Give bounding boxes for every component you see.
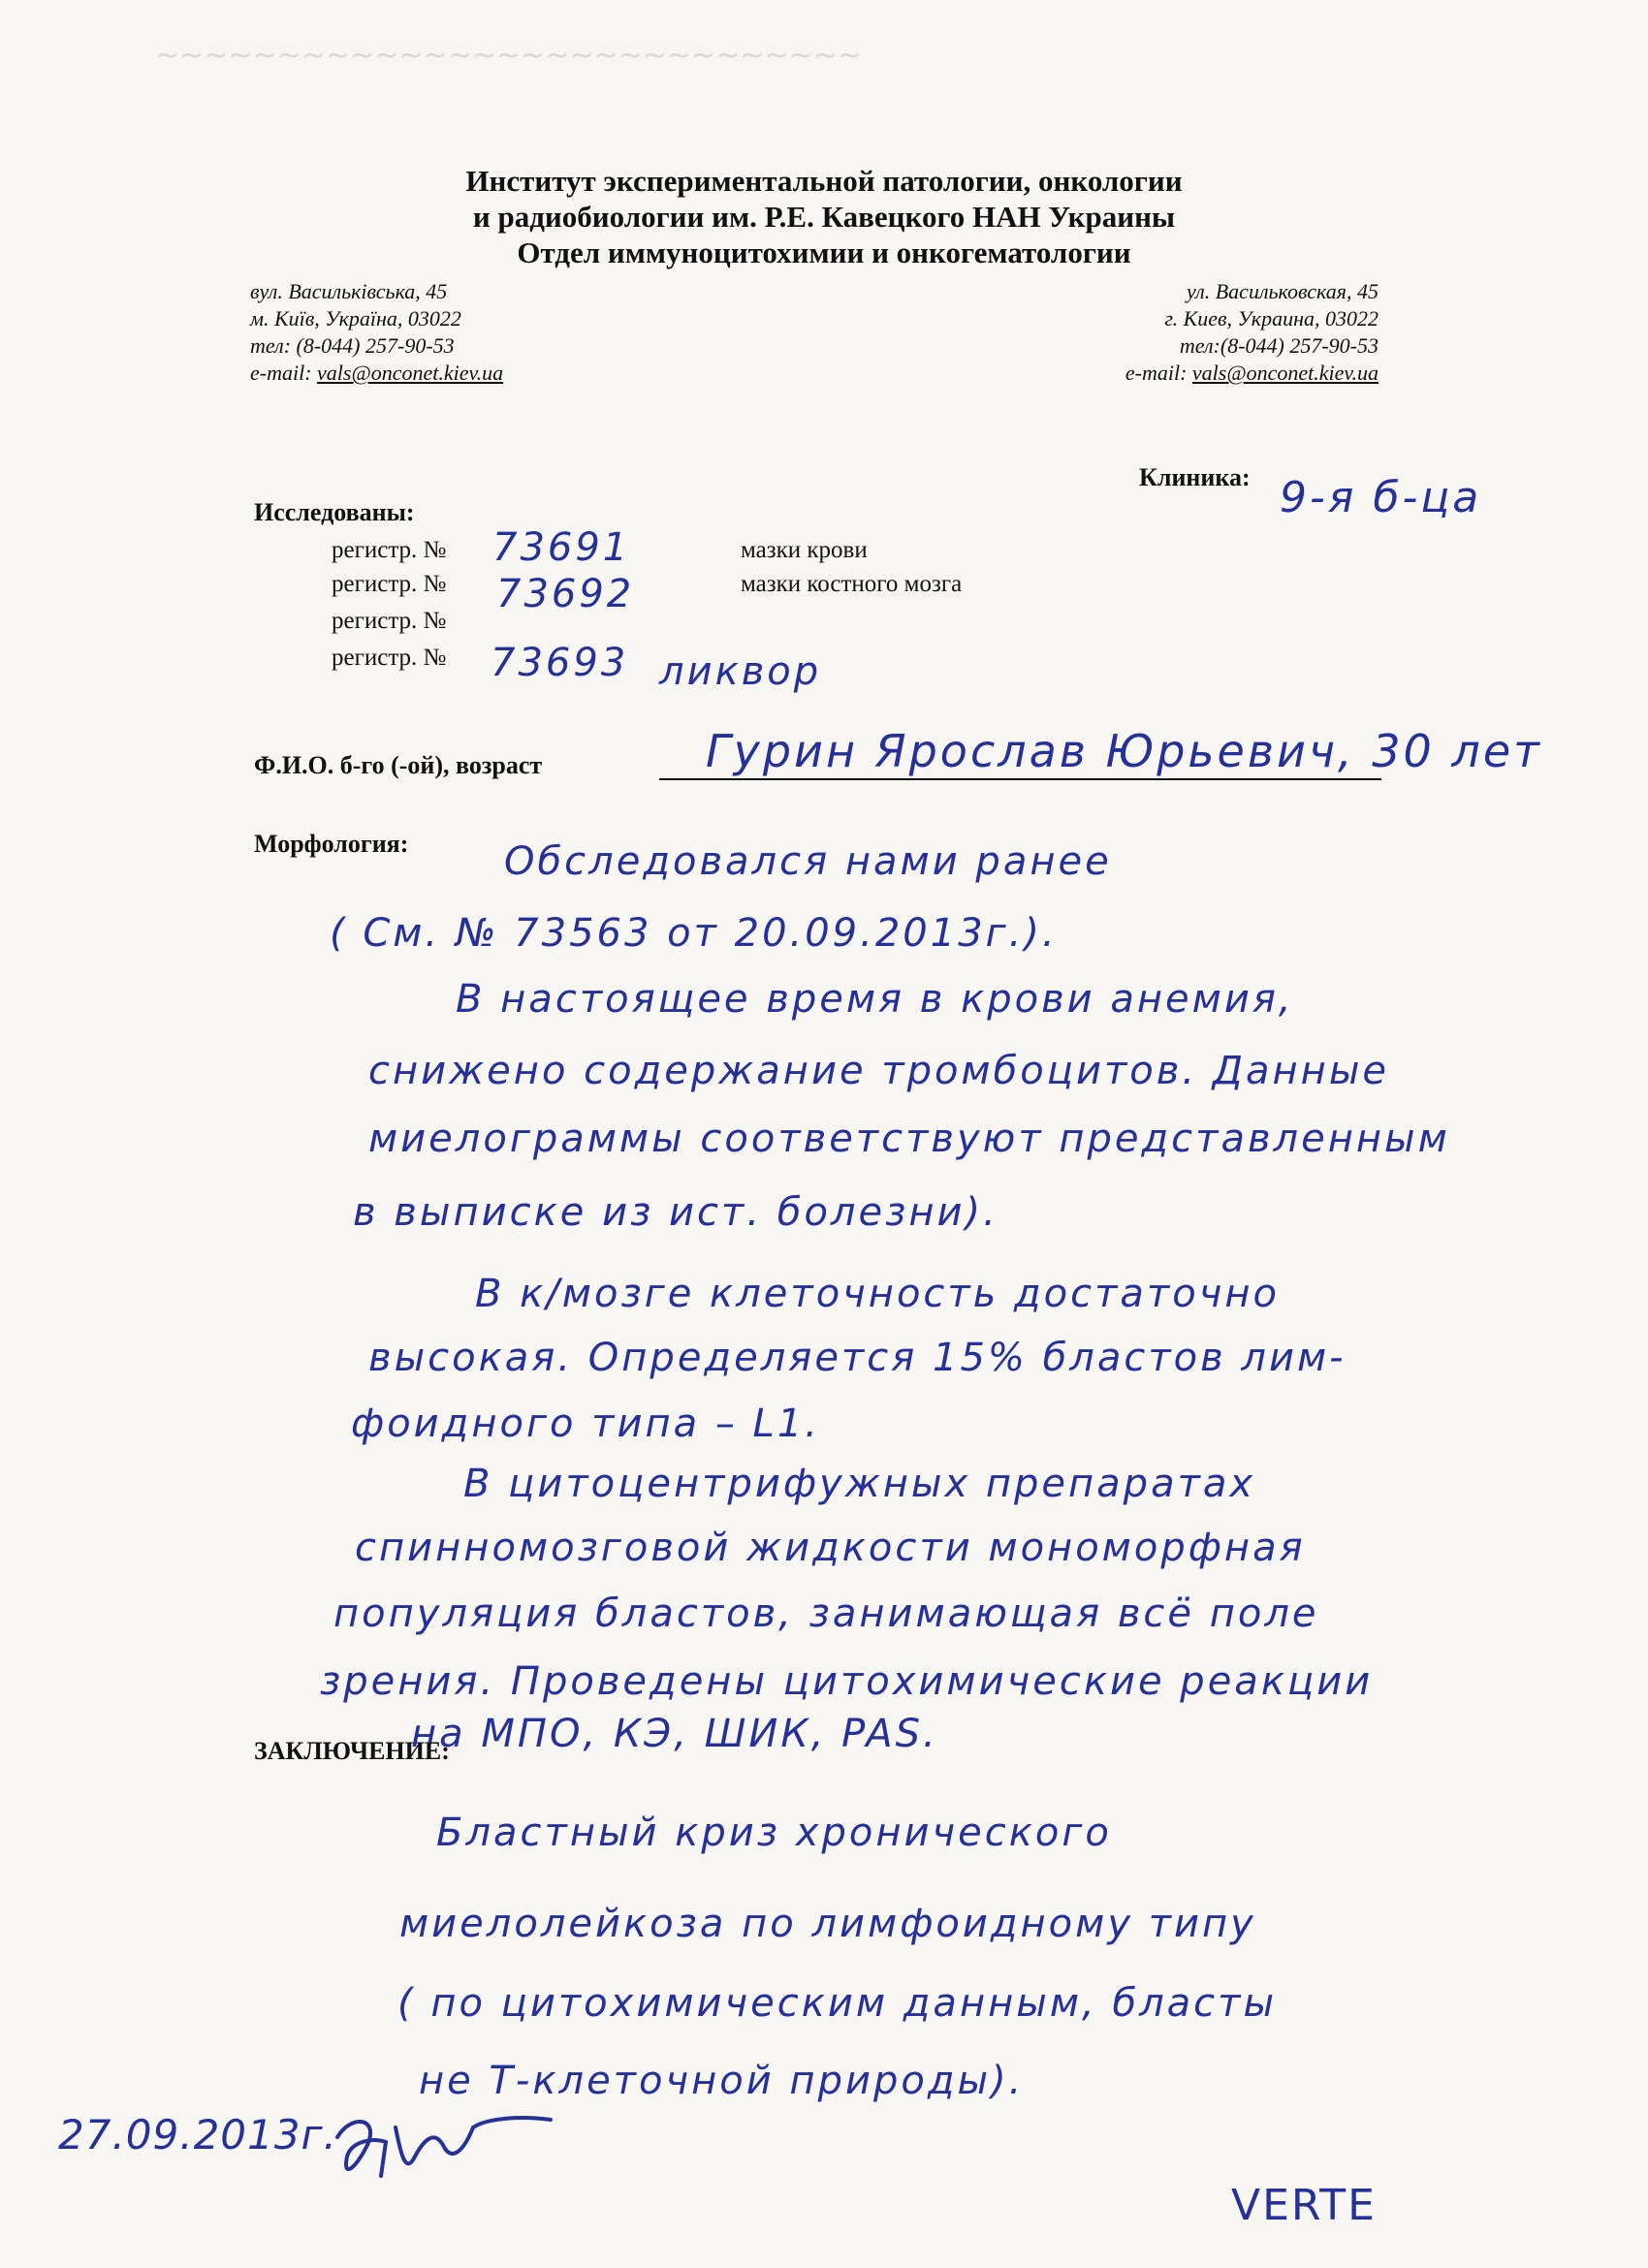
morphology-line: зрения. Проведены цитохимические реакции: [320, 1659, 1374, 1704]
letterhead: [0, 163, 1648, 270]
morphology-line: миелограммы соответствуют представленным: [368, 1117, 1450, 1161]
patient-name-underline: [659, 778, 1381, 780]
register-label: регистр. №: [332, 571, 447, 597]
street-ru: ул. Васильковская, 45: [1186, 279, 1379, 303]
signature-mark: [328, 2098, 560, 2195]
register-label: регистр. №: [332, 537, 447, 563]
morphology-line: Обследовался нами ранее: [504, 839, 1112, 884]
morphology-line: популяция бластов, занимающая всё поле: [333, 1591, 1319, 1636]
conclusion-line: ( по цитохимическим данным, бласты: [397, 1981, 1278, 2026]
register-label: регистр. №: [332, 608, 447, 634]
specimen-type: мазки крови: [741, 537, 868, 563]
city-ua: м. Київ, Україна, 03022: [250, 306, 461, 331]
morphology-line: снижено содержание тромбоцитов. Данные: [368, 1049, 1390, 1093]
specimen-handwritten: ликвор: [659, 649, 822, 694]
patient-name-value: Гурин Ярослав Юрьевич, 30 лет: [706, 725, 1542, 777]
morphology-label: Морфология:: [254, 830, 409, 858]
email-link[interactable]: vals@onconet.kiev.ua: [317, 361, 504, 385]
studied-label: Исследованы:: [254, 498, 415, 526]
street-ua: вул. Васильківська, 45: [250, 279, 448, 303]
address-block-russian: [1125, 278, 1379, 387]
address-block-ukrainian: [250, 278, 503, 387]
clinic-value: 9-я б-ца: [1280, 473, 1482, 522]
morphology-line: В цитоцентрифужных препаратах: [463, 1462, 1256, 1506]
report-date: 27.09.2013г.: [58, 2111, 337, 2158]
specimen-type: мазки костного мозга: [741, 571, 963, 597]
morphology-line: спинномозговой жидкости мономорфная: [355, 1526, 1306, 1570]
email-link[interactable]: vals@onconet.kiev.ua: [1191, 361, 1379, 385]
morphology-line: В настоящее время в крови анемия,: [456, 977, 1294, 1022]
register-number: 73691: [492, 525, 631, 570]
email-row-ua: [250, 360, 503, 387]
patient-name-label: Ф.И.О. б-го (-ой), возраст: [254, 751, 543, 779]
morphology-line: в выписке из ист. болезни).: [353, 1190, 998, 1235]
conclusion-line: Бластный криз хронического: [436, 1811, 1112, 1855]
conclusion-line: не Т-клеточной природы).: [419, 2059, 1025, 2103]
morphology-line: высокая. Определяется 15% бластов лим-: [368, 1336, 1347, 1380]
morphology-line: фоидного типа – L1.: [351, 1402, 820, 1446]
morphology-line: В к/мозге клеточность достаточно: [475, 1272, 1280, 1316]
register-label: регистр. №: [332, 645, 447, 671]
register-number: 73692: [496, 572, 635, 616]
register-number: 73693: [491, 641, 629, 685]
morphology-line: на МПО, КЭ, ШИК, PAS.: [411, 1712, 938, 1756]
department-name: Отдел иммуноцитохимии и онкогематологии: [517, 236, 1131, 269]
institute-name-line2: и радиобиологии им. Р.Е. Кавецкого НАН Украины: [472, 200, 1176, 234]
conclusion-label: ЗАКЛЮЧЕНИЕ:: [254, 1737, 450, 1765]
conclusion-line: миелолейкоза по лимфоидному типу: [399, 1902, 1256, 1946]
verte-mark: VERTE: [1231, 2181, 1377, 2230]
clinic-label: Клиника:: [1139, 463, 1251, 491]
institute-name-line1: Институт экспериментальной патологии, онкологии: [465, 164, 1183, 198]
morphology-line: ( См. № 73563 от 20.09.2013г.).: [330, 911, 1058, 956]
email-row-ru: [1125, 360, 1379, 387]
phone-ua: тел: (8-044) 257-90-53: [250, 333, 455, 358]
phone-ru: тел:(8-044) 257-90-53: [1179, 333, 1379, 358]
email-label: e-mail:: [250, 361, 312, 385]
bleed-through-text: ~~~~~~~~~~~~~~~~~~~~~~~~~~~~~: [155, 39, 862, 73]
email-label: e-mail:: [1125, 361, 1188, 385]
city-ru: г. Киев, Украина, 03022: [1164, 306, 1379, 331]
